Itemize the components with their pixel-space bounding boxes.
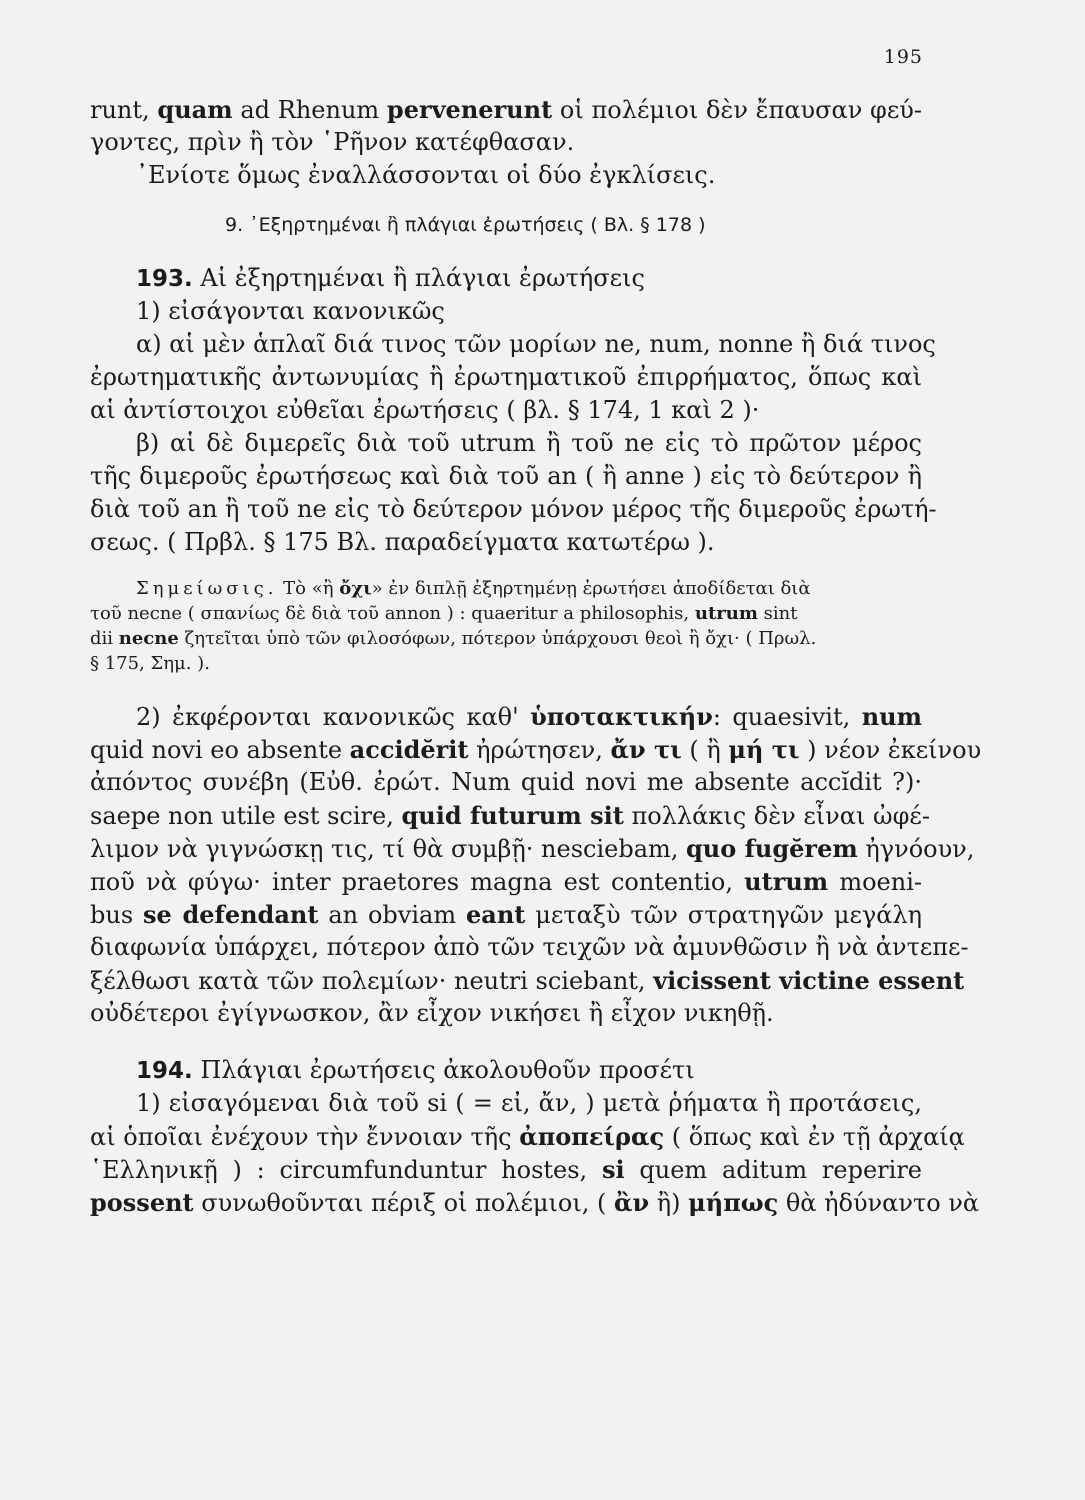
text-line: β) αἱ δὲ διμερεῖς διὰ τοῦ utrum ἢ τοῦ ne εἰς τὸ πρῶτον μέρος <box>136 429 922 457</box>
text-line: saepe non utile est scire, quid futurum sit πολλάκις δὲν εἶναι ὠφέ- <box>90 801 930 830</box>
text-line: αἱ ἀντίστοιχοι εὐθεῖαι ἐρωτήσεις ( βλ. § 174, 1 καὶ 2 )· <box>90 396 760 424</box>
section-number: 193. <box>136 266 193 292</box>
text-line: αἱ ὁποῖαι ἐνέχουν τὴν ἔννοιαν τῆς ἀποπείρας ( ὅπως καὶ ἐν τῇ ἀρχαίᾳ <box>90 1122 965 1151</box>
text-line: τῆς διμεροῦς ἐρωτήσεως καὶ διὰ τοῦ an ( ἢ anne ) εἰς τὸ δεύτερον ἢ <box>90 462 922 490</box>
bold-term: possent <box>90 1188 194 1217</box>
note-line: τοῦ necne ( σπανίως δὲ διὰ τοῦ annon ) : quaeritur a philosophis, utrum sint <box>90 603 798 624</box>
bold-term: ὄχι <box>339 578 372 599</box>
text-line: οὐδέτεροι ἐγίγνωσκον, ἂν εἶχον νικήσει ἢ εἶχον νικηθῇ. <box>90 999 774 1027</box>
text-line: γοντες, πρὶν ἢ τὸν ῾Ρῆνον κατέφθασαν. <box>90 128 575 156</box>
text-line: σεως. ( Πρβλ. § 175 Βλ. παραδείγματα κατωτέρω ). <box>90 528 715 556</box>
bold-term: si <box>601 1155 625 1184</box>
bold-term: quo fugĕrem <box>686 834 858 863</box>
text-line: possent συνωθοῦνται πέριξ οἱ πολέμιοι, ( ἂν ἢ) μήπως θὰ ἠδύναντο νὰ <box>90 1188 980 1217</box>
text-line: ᾿Ενίοτε ὅμως ἐναλλάσσονται οἱ δύο ἐγκλίσεις. <box>136 161 716 189</box>
bold-term: utrum <box>694 603 758 624</box>
text-line: runt, quam ad Rhenum pervenerunt οἱ πολέμιοι δὲν ἔπαυσαν φεύ- <box>90 95 922 124</box>
note-line: dii necne ζητεῖται ὑπὸ τῶν φιλοσόφων, πότερον ὑπάρχουσι θεοὶ ἢ ὄχι· ( Πρωλ. <box>90 628 817 649</box>
section-194-heading: 194. Πλάγιαι ἐρωτήσεις ἀκολουθοῦν προσέτι <box>136 1056 695 1084</box>
bold-term: vicissent victine essent <box>653 966 965 995</box>
text-line: ποῦ νὰ φύγω· inter praetores magna est contentio, utrum moeni- <box>90 867 923 896</box>
text-line: διὰ τοῦ an ἢ τοῦ ne εἰς τὸ δεύτερον μόνον μέρος τῆς διμεροῦς ἐρωτή- <box>90 495 937 523</box>
text-line: 1) εἰσαγόμεναι διὰ τοῦ si ( = εἰ, ἄν, ) μετὰ ῥήματα ἢ προτάσεις, <box>136 1089 922 1117</box>
page-body <box>90 93 982 1219</box>
section-number: 194. <box>136 1058 193 1084</box>
bold-term: ἂν <box>614 1188 650 1217</box>
bold-term: ἄν τι <box>610 735 682 764</box>
bold-term: quam <box>157 95 233 124</box>
note-label: Σημείωσις. <box>136 578 278 599</box>
subsection-heading: 9. ᾿Εξηρτημέναι ἢ πλάγιαι ἐρωτήσεις ( Βλ. § 178 ) <box>225 214 706 236</box>
page-number: 195 <box>883 46 923 68</box>
bold-term: se defendant <box>143 900 319 929</box>
bold-term: necne <box>118 628 179 649</box>
note-line: Σημείωσις. Τὸ «ἢ ὄχι» ἐν διπλῇ ἐξηρτημένῃ ἐρωτήσει ἀποδίδεται διὰ <box>136 578 811 599</box>
text-line: α) αἱ μὲν ἁπλαῖ διά τινος τῶν μορίων ne, num, nonne ἢ διά τινος <box>136 330 936 358</box>
bold-term: ἀποπείρας <box>519 1122 665 1151</box>
bold-term: pervenerunt <box>386 95 553 124</box>
bold-term: num <box>861 702 922 731</box>
text-line: ῾Ελληνικῇ ) : circumfunduntur hostes, si quem aditum reperire <box>90 1155 923 1184</box>
note-line: § 175, Σημ. ). <box>90 653 210 674</box>
text-line: 2) ἐκφέρονται κανονικῶς καθ' ὑποτακτικήν: quaesivit, num <box>136 702 922 731</box>
text-line: ἐρωτηματικῆς ἀντωνυμίας ἢ ἐρωτηματικοῦ ἐπιρρήματος, ὅπως καὶ <box>90 363 922 391</box>
text-line: bus se defendant an obviam eant μεταξὺ τῶν στρατηγῶν μεγάλη <box>90 900 923 929</box>
bold-term: ὑποτακτικήν <box>530 702 713 731</box>
bold-term: accidĕrit <box>349 735 469 764</box>
text-line: quid novi eo absente accidĕrit ἠρώτησεν, ἄν τι ( ἢ μή τι ) νέον ἐκείνου <box>90 735 982 764</box>
text-line: διαφωνία ὑπάρχει, πότερον ἀπὸ τῶν τειχῶν νὰ ἀμυνθῶσιν ἢ νὰ ἀντεπε- <box>90 933 969 961</box>
bold-term: μήπως <box>688 1188 779 1217</box>
text-line: λιμον νὰ γιγνώσκῃ τις, τί θὰ συμβῇ· nesciebam, quo fugĕrem ἠγνόουν, <box>90 834 975 863</box>
text-line: 1) εἰσάγονται κανονικῶς <box>136 297 445 325</box>
bold-term: μή τι <box>728 735 800 764</box>
section-193-heading: 193. Αἱ ἐξηρτημέναι ἢ πλάγιαι ἐρωτήσεις <box>136 264 645 292</box>
text-line: ἀπόντος συνέβη (Εὐθ. ἐρώτ. Num quid novi me absente accĭdit ?)· <box>90 768 922 796</box>
text-line: ξέλθωσι κατὰ τῶν πολεμίων· neutri sciebant, vicissent victine essent <box>90 966 965 995</box>
bold-term: quid futurum sit <box>401 801 624 830</box>
bold-term: utrum <box>744 867 829 896</box>
bold-term: eant <box>466 900 526 929</box>
